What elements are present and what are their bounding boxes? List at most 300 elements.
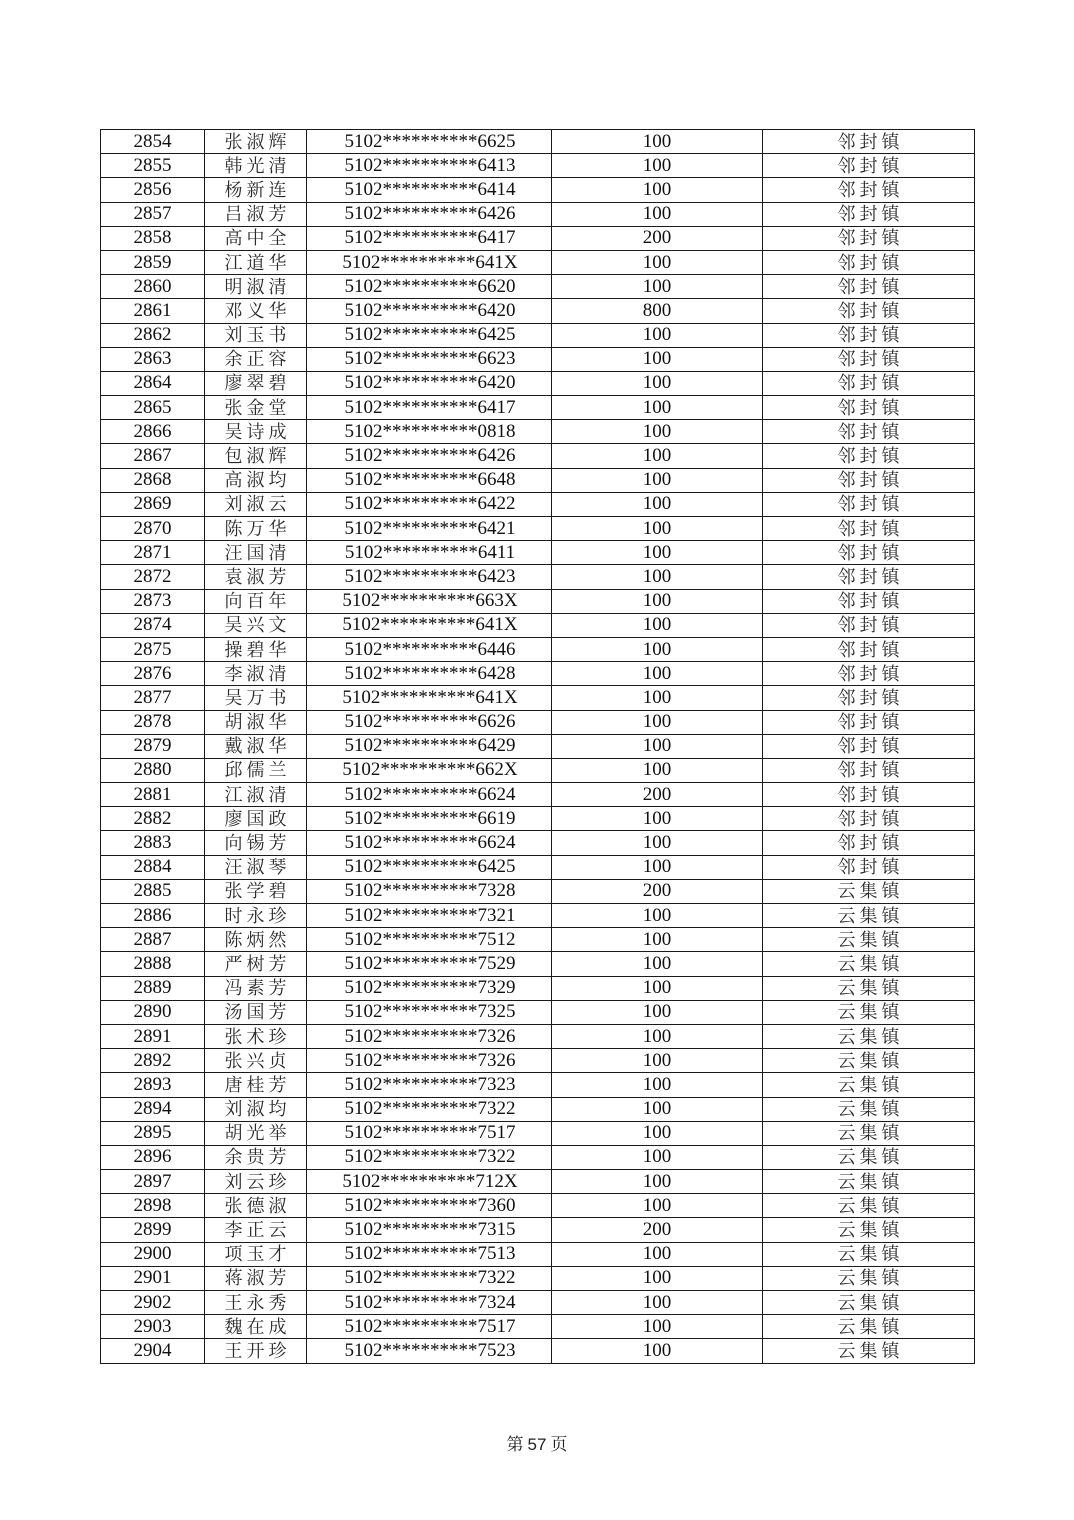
table-row [101, 323, 975, 347]
table-row [101, 1097, 975, 1121]
name-cell: 刘云珍 [205, 1170, 307, 1194]
name-cell: 陈万华 [205, 517, 307, 541]
amount-cell: 100 [552, 565, 763, 589]
table-row [101, 299, 975, 323]
serial-number-cell: 2875 [101, 637, 205, 661]
id-number-cell: 5102**********7326 [307, 1049, 552, 1073]
town-cell: 邻封镇 [763, 807, 975, 831]
name-cell: 吴诗成 [205, 420, 307, 444]
name-cell: 邓义华 [205, 299, 307, 323]
name-cell: 吕淑芳 [205, 202, 307, 226]
name-cell: 高中全 [205, 226, 307, 250]
table-row [101, 783, 975, 807]
id-number-cell: 5102**********6624 [307, 783, 552, 807]
amount-cell: 100 [552, 637, 763, 661]
serial-number-cell: 2885 [101, 879, 205, 903]
table-row [101, 613, 975, 637]
id-number-cell: 5102**********6420 [307, 371, 552, 395]
id-number-cell: 5102**********6620 [307, 275, 552, 299]
amount-cell: 100 [552, 275, 763, 299]
town-cell: 邻封镇 [763, 396, 975, 420]
name-cell: 吴万书 [205, 686, 307, 710]
amount-cell: 100 [552, 807, 763, 831]
id-number-cell: 5102**********6625 [307, 130, 552, 154]
amount-cell: 100 [552, 250, 763, 274]
name-cell: 张德淑 [205, 1194, 307, 1218]
table-row [101, 202, 975, 226]
serial-number-cell: 2877 [101, 686, 205, 710]
name-cell: 杨新连 [205, 178, 307, 202]
id-number-cell: 5102**********6425 [307, 323, 552, 347]
name-cell: 王永秀 [205, 1291, 307, 1315]
table-row [101, 831, 975, 855]
table-row [101, 178, 975, 202]
id-number-cell: 5102**********6623 [307, 347, 552, 371]
table-row [101, 1024, 975, 1048]
serial-number-cell: 2896 [101, 1145, 205, 1169]
amount-cell: 200 [552, 783, 763, 807]
town-cell: 邻封镇 [763, 468, 975, 492]
amount-cell: 800 [552, 299, 763, 323]
town-cell: 邻封镇 [763, 202, 975, 226]
name-cell: 胡光举 [205, 1121, 307, 1145]
table-row [101, 904, 975, 928]
serial-number-cell: 2871 [101, 541, 205, 565]
id-number-cell: 5102**********7328 [307, 879, 552, 903]
id-number-cell: 5102**********0818 [307, 420, 552, 444]
id-number-cell: 5102**********6626 [307, 710, 552, 734]
id-number-cell: 5102**********6426 [307, 202, 552, 226]
name-cell: 张金堂 [205, 396, 307, 420]
table-row [101, 130, 975, 154]
amount-cell: 100 [552, 1266, 763, 1290]
table-row [101, 1049, 975, 1073]
town-cell: 云集镇 [763, 1097, 975, 1121]
town-cell: 云集镇 [763, 1315, 975, 1339]
name-cell: 刘玉书 [205, 323, 307, 347]
serial-number-cell: 2858 [101, 226, 205, 250]
id-number-cell: 5102**********6429 [307, 734, 552, 758]
name-cell: 包淑辉 [205, 444, 307, 468]
town-cell: 邻封镇 [763, 130, 975, 154]
serial-number-cell: 2898 [101, 1194, 205, 1218]
serial-number-cell: 2872 [101, 565, 205, 589]
serial-number-cell: 2854 [101, 130, 205, 154]
town-cell: 邻封镇 [763, 831, 975, 855]
id-number-cell: 5102**********7325 [307, 1000, 552, 1024]
serial-number-cell: 2861 [101, 299, 205, 323]
amount-cell: 100 [552, 1339, 763, 1363]
id-number-cell: 5102**********641X [307, 613, 552, 637]
amount-cell: 100 [552, 202, 763, 226]
serial-number-cell: 2878 [101, 710, 205, 734]
amount-cell: 100 [552, 1194, 763, 1218]
serial-number-cell: 2889 [101, 976, 205, 1000]
name-cell: 胡淑华 [205, 710, 307, 734]
town-cell: 邻封镇 [763, 686, 975, 710]
town-cell: 邻封镇 [763, 226, 975, 250]
serial-number-cell: 2900 [101, 1242, 205, 1266]
name-cell: 王开珍 [205, 1339, 307, 1363]
id-number-cell: 5102**********6421 [307, 517, 552, 541]
amount-cell: 100 [552, 1024, 763, 1048]
id-number-cell: 5102**********7529 [307, 952, 552, 976]
id-number-cell: 5102**********7517 [307, 1121, 552, 1145]
id-number-cell: 5102**********641X [307, 250, 552, 274]
amount-cell: 100 [552, 1145, 763, 1169]
serial-number-cell: 2855 [101, 154, 205, 178]
amount-cell: 100 [552, 855, 763, 879]
table-row [101, 492, 975, 516]
town-cell: 云集镇 [763, 1339, 975, 1363]
serial-number-cell: 2890 [101, 1000, 205, 1024]
id-number-cell: 5102**********6428 [307, 662, 552, 686]
table-row [101, 1145, 975, 1169]
amount-cell: 100 [552, 1049, 763, 1073]
name-cell: 袁淑芳 [205, 565, 307, 589]
serial-number-cell: 2891 [101, 1024, 205, 1048]
id-number-cell: 5102**********6411 [307, 541, 552, 565]
amount-cell: 100 [552, 323, 763, 347]
name-cell: 明淑清 [205, 275, 307, 299]
town-cell: 云集镇 [763, 1291, 975, 1315]
town-cell: 邻封镇 [763, 275, 975, 299]
id-number-cell: 5102**********6413 [307, 154, 552, 178]
table-row [101, 420, 975, 444]
town-cell: 邻封镇 [763, 855, 975, 879]
amount-cell: 100 [552, 371, 763, 395]
id-number-cell: 5102**********6446 [307, 637, 552, 661]
table-row [101, 686, 975, 710]
serial-number-cell: 2863 [101, 347, 205, 371]
id-number-cell: 5102**********7517 [307, 1315, 552, 1339]
serial-number-cell: 2864 [101, 371, 205, 395]
name-cell: 张兴贞 [205, 1049, 307, 1073]
amount-cell: 100 [552, 662, 763, 686]
town-cell: 邻封镇 [763, 420, 975, 444]
id-number-cell: 5102**********663X [307, 589, 552, 613]
serial-number-cell: 2901 [101, 1266, 205, 1290]
town-cell: 云集镇 [763, 904, 975, 928]
amount-cell: 100 [552, 686, 763, 710]
name-cell: 汪国清 [205, 541, 307, 565]
id-number-cell: 5102**********7322 [307, 1145, 552, 1169]
serial-number-cell: 2888 [101, 952, 205, 976]
town-cell: 邻封镇 [763, 444, 975, 468]
town-cell: 云集镇 [763, 1121, 975, 1145]
id-number-cell: 5102**********7323 [307, 1073, 552, 1097]
table-row [101, 517, 975, 541]
amount-cell: 100 [552, 420, 763, 444]
amount-cell: 100 [552, 492, 763, 516]
name-cell: 邱儒兰 [205, 758, 307, 782]
table-row [101, 154, 975, 178]
town-cell: 邻封镇 [763, 492, 975, 516]
id-number-cell: 5102**********6619 [307, 807, 552, 831]
amount-cell: 100 [552, 396, 763, 420]
serial-number-cell: 2880 [101, 758, 205, 782]
town-cell: 邻封镇 [763, 517, 975, 541]
table-row [101, 1291, 975, 1315]
amount-cell: 100 [552, 710, 763, 734]
serial-number-cell: 2879 [101, 734, 205, 758]
id-number-cell: 5102**********662X [307, 758, 552, 782]
serial-number-cell: 2894 [101, 1097, 205, 1121]
table-row [101, 1170, 975, 1194]
name-cell: 蒋淑芳 [205, 1266, 307, 1290]
town-cell: 邻封镇 [763, 154, 975, 178]
serial-number-cell: 2904 [101, 1339, 205, 1363]
table-row [101, 637, 975, 661]
id-number-cell: 5102**********7512 [307, 928, 552, 952]
name-cell: 向百年 [205, 589, 307, 613]
table-row [101, 952, 975, 976]
name-cell: 刘淑均 [205, 1097, 307, 1121]
amount-cell: 200 [552, 226, 763, 250]
table-row [101, 710, 975, 734]
roster-table [100, 129, 975, 1364]
name-cell: 项玉才 [205, 1242, 307, 1266]
table-row [101, 565, 975, 589]
table-row [101, 589, 975, 613]
town-cell: 邻封镇 [763, 323, 975, 347]
amount-cell: 100 [552, 1242, 763, 1266]
amount-cell: 100 [552, 758, 763, 782]
table-row [101, 807, 975, 831]
town-cell: 云集镇 [763, 976, 975, 1000]
name-cell: 操碧华 [205, 637, 307, 661]
amount-cell: 100 [552, 541, 763, 565]
name-cell: 廖国政 [205, 807, 307, 831]
table-row [101, 1242, 975, 1266]
town-cell: 邻封镇 [763, 758, 975, 782]
id-number-cell: 5102**********7321 [307, 904, 552, 928]
serial-number-cell: 2899 [101, 1218, 205, 1242]
id-number-cell: 5102**********7523 [307, 1339, 552, 1363]
name-cell: 刘淑云 [205, 492, 307, 516]
table-row [101, 1266, 975, 1290]
name-cell: 陈炳然 [205, 928, 307, 952]
roster-table-body [101, 130, 975, 1364]
serial-number-cell: 2873 [101, 589, 205, 613]
serial-number-cell: 2870 [101, 517, 205, 541]
serial-number-cell: 2903 [101, 1315, 205, 1339]
id-number-cell: 5102**********7329 [307, 976, 552, 1000]
amount-cell: 200 [552, 879, 763, 903]
name-cell: 严树芳 [205, 952, 307, 976]
table-row [101, 1315, 975, 1339]
name-cell: 冯素芳 [205, 976, 307, 1000]
page-footer-suffix: 页 [550, 1435, 568, 1454]
id-number-cell: 5102**********6425 [307, 855, 552, 879]
id-number-cell: 5102**********6624 [307, 831, 552, 855]
amount-cell: 100 [552, 444, 763, 468]
table-row [101, 734, 975, 758]
town-cell: 邻封镇 [763, 541, 975, 565]
serial-number-cell: 2893 [101, 1073, 205, 1097]
table-row [101, 1000, 975, 1024]
town-cell: 云集镇 [763, 1194, 975, 1218]
serial-number-cell: 2886 [101, 904, 205, 928]
table-row [101, 1218, 975, 1242]
serial-number-cell: 2857 [101, 202, 205, 226]
amount-cell: 100 [552, 1073, 763, 1097]
id-number-cell: 5102**********7513 [307, 1242, 552, 1266]
serial-number-cell: 2876 [101, 662, 205, 686]
name-cell: 廖翠碧 [205, 371, 307, 395]
name-cell: 李正云 [205, 1218, 307, 1242]
name-cell: 余贵芳 [205, 1145, 307, 1169]
table-row [101, 371, 975, 395]
serial-number-cell: 2869 [101, 492, 205, 516]
serial-number-cell: 2866 [101, 420, 205, 444]
town-cell: 云集镇 [763, 1024, 975, 1048]
amount-cell: 100 [552, 904, 763, 928]
town-cell: 云集镇 [763, 1266, 975, 1290]
amount-cell: 100 [552, 613, 763, 637]
serial-number-cell: 2860 [101, 275, 205, 299]
town-cell: 邻封镇 [763, 347, 975, 371]
serial-number-cell: 2887 [101, 928, 205, 952]
table-row [101, 662, 975, 686]
serial-number-cell: 2862 [101, 323, 205, 347]
town-cell: 邻封镇 [763, 613, 975, 637]
amount-cell: 100 [552, 928, 763, 952]
table-row [101, 1339, 975, 1363]
table-row [101, 275, 975, 299]
id-number-cell: 5102**********712X [307, 1170, 552, 1194]
town-cell: 云集镇 [763, 928, 975, 952]
table-row [101, 928, 975, 952]
name-cell: 韩光清 [205, 154, 307, 178]
name-cell: 高淑均 [205, 468, 307, 492]
town-cell: 云集镇 [763, 1145, 975, 1169]
table-row [101, 1194, 975, 1218]
amount-cell: 100 [552, 1170, 763, 1194]
town-cell: 云集镇 [763, 1242, 975, 1266]
id-number-cell: 5102**********7360 [307, 1194, 552, 1218]
table-row [101, 250, 975, 274]
table-row [101, 444, 975, 468]
amount-cell: 100 [552, 734, 763, 758]
id-number-cell: 5102**********6648 [307, 468, 552, 492]
serial-number-cell: 2867 [101, 444, 205, 468]
amount-cell: 100 [552, 178, 763, 202]
amount-cell: 100 [552, 468, 763, 492]
id-number-cell: 5102**********6422 [307, 492, 552, 516]
serial-number-cell: 2883 [101, 831, 205, 855]
amount-cell: 100 [552, 952, 763, 976]
amount-cell: 100 [552, 1291, 763, 1315]
serial-number-cell: 2882 [101, 807, 205, 831]
amount-cell: 100 [552, 1097, 763, 1121]
page-footer [0, 1430, 1074, 1455]
table-row [101, 879, 975, 903]
serial-number-cell: 2865 [101, 396, 205, 420]
table-row [101, 226, 975, 250]
table-row [101, 1073, 975, 1097]
amount-cell: 200 [552, 1218, 763, 1242]
page-number: 57 [527, 1435, 547, 1454]
amount-cell: 100 [552, 831, 763, 855]
serial-number-cell: 2902 [101, 1291, 205, 1315]
serial-number-cell: 2881 [101, 783, 205, 807]
name-cell: 汤国芳 [205, 1000, 307, 1024]
town-cell: 邻封镇 [763, 734, 975, 758]
id-number-cell: 5102**********6414 [307, 178, 552, 202]
serial-number-cell: 2892 [101, 1049, 205, 1073]
name-cell: 戴淑华 [205, 734, 307, 758]
name-cell: 唐桂芳 [205, 1073, 307, 1097]
town-cell: 云集镇 [763, 1073, 975, 1097]
town-cell: 邻封镇 [763, 371, 975, 395]
name-cell: 江道华 [205, 250, 307, 274]
serial-number-cell: 2874 [101, 613, 205, 637]
amount-cell: 100 [552, 976, 763, 1000]
id-number-cell: 5102**********6417 [307, 396, 552, 420]
name-cell: 张学碧 [205, 879, 307, 903]
serial-number-cell: 2884 [101, 855, 205, 879]
id-number-cell: 5102**********6423 [307, 565, 552, 589]
name-cell: 江淑清 [205, 783, 307, 807]
id-number-cell: 5102**********641X [307, 686, 552, 710]
name-cell: 张术珍 [205, 1024, 307, 1048]
amount-cell: 100 [552, 347, 763, 371]
town-cell: 云集镇 [763, 879, 975, 903]
amount-cell: 100 [552, 1000, 763, 1024]
serial-number-cell: 2895 [101, 1121, 205, 1145]
town-cell: 邻封镇 [763, 662, 975, 686]
table-row [101, 758, 975, 782]
town-cell: 云集镇 [763, 952, 975, 976]
town-cell: 邻封镇 [763, 178, 975, 202]
town-cell: 云集镇 [763, 1218, 975, 1242]
town-cell: 邻封镇 [763, 637, 975, 661]
table-row [101, 855, 975, 879]
town-cell: 邻封镇 [763, 783, 975, 807]
amount-cell: 100 [552, 154, 763, 178]
table-row [101, 976, 975, 1000]
id-number-cell: 5102**********7322 [307, 1266, 552, 1290]
amount-cell: 100 [552, 589, 763, 613]
town-cell: 云集镇 [763, 1000, 975, 1024]
id-number-cell: 5102**********6417 [307, 226, 552, 250]
id-number-cell: 5102**********6420 [307, 299, 552, 323]
name-cell: 张淑辉 [205, 130, 307, 154]
name-cell: 汪淑琴 [205, 855, 307, 879]
id-number-cell: 5102**********7322 [307, 1097, 552, 1121]
id-number-cell: 5102**********7324 [307, 1291, 552, 1315]
name-cell: 李淑清 [205, 662, 307, 686]
table-row [101, 396, 975, 420]
table-row [101, 347, 975, 371]
town-cell: 云集镇 [763, 1170, 975, 1194]
amount-cell: 100 [552, 1315, 763, 1339]
town-cell: 云集镇 [763, 1049, 975, 1073]
name-cell: 向锡芳 [205, 831, 307, 855]
serial-number-cell: 2856 [101, 178, 205, 202]
name-cell: 余正容 [205, 347, 307, 371]
town-cell: 邻封镇 [763, 710, 975, 734]
amount-cell: 100 [552, 130, 763, 154]
name-cell: 时永珍 [205, 904, 307, 928]
town-cell: 邻封镇 [763, 565, 975, 589]
town-cell: 邻封镇 [763, 589, 975, 613]
name-cell: 魏在成 [205, 1315, 307, 1339]
amount-cell: 100 [552, 1121, 763, 1145]
serial-number-cell: 2859 [101, 250, 205, 274]
id-number-cell: 5102**********6426 [307, 444, 552, 468]
